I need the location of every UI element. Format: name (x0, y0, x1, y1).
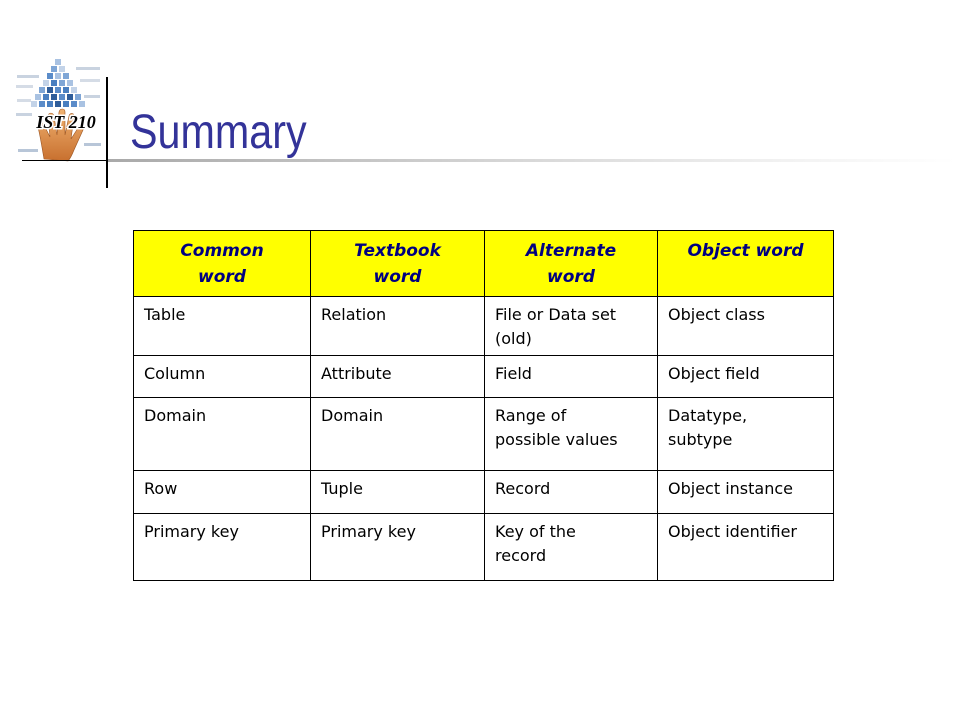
cube (63, 73, 69, 79)
column-header-object-word: Object word (658, 231, 834, 297)
table-cell: Row (134, 471, 311, 514)
cube (67, 94, 73, 100)
table-cell: Object instance (658, 471, 834, 514)
table-row (134, 297, 834, 356)
cube (63, 87, 69, 93)
header-vertical-rule (106, 77, 108, 188)
cube (43, 94, 49, 100)
cube (55, 59, 61, 65)
table-cell: Record (485, 471, 658, 514)
table-row (134, 471, 834, 514)
cube (59, 80, 65, 86)
ist-210-logo (14, 55, 104, 163)
cube (67, 80, 73, 86)
table-cell: Object identifier (658, 514, 834, 581)
table-cell: Domain (311, 398, 485, 471)
table-cell: Object class (658, 297, 834, 356)
table-cell: File or Data set (old) (485, 297, 658, 356)
terminology-table (133, 230, 834, 581)
table-cell: Primary key (134, 514, 311, 581)
table-cell: Object field (658, 356, 834, 398)
cube (39, 87, 45, 93)
word-fragment (17, 99, 31, 102)
cube (55, 87, 61, 93)
table-header-row (134, 231, 834, 297)
word-fragment (84, 143, 101, 146)
table-cell: Column (134, 356, 311, 398)
cube (39, 101, 45, 107)
table-cell: Table (134, 297, 311, 356)
slide-title: Summary (130, 106, 307, 159)
cube (59, 66, 65, 72)
column-header-alternate-word: Alternate word (485, 231, 658, 297)
table-row (134, 356, 834, 398)
cube (59, 94, 65, 100)
cube-stack (31, 59, 85, 107)
cube (51, 80, 57, 86)
table-cell: Key of the record (485, 514, 658, 581)
cube (43, 80, 49, 86)
cube (75, 94, 81, 100)
cube (47, 101, 53, 107)
cube (35, 94, 41, 100)
cube (63, 101, 69, 107)
cube (47, 73, 53, 79)
cube (51, 94, 57, 100)
column-header-textbook-word: Textbook word (311, 231, 485, 297)
table-cell: Field (485, 356, 658, 398)
cube (47, 87, 53, 93)
title-underline (108, 159, 956, 162)
word-fragment (17, 75, 39, 78)
word-fragment (16, 85, 33, 88)
word-fragment (76, 67, 100, 70)
table-cell: Primary key (311, 514, 485, 581)
cube (55, 101, 61, 107)
table-cell: Attribute (311, 356, 485, 398)
table-cell: Relation (311, 297, 485, 356)
word-fragment (80, 79, 100, 82)
cube (55, 73, 61, 79)
logo-text: IST 210 (36, 112, 96, 132)
cube (31, 101, 37, 107)
table-cell: Domain (134, 398, 311, 471)
cube (51, 66, 57, 72)
logo-underline (22, 160, 107, 161)
cube (71, 101, 77, 107)
word-fragment (16, 113, 32, 116)
table-row (134, 514, 834, 581)
table-cell: Datatype, subtype (658, 398, 834, 471)
word-fragment (84, 95, 100, 98)
table-cell: Tuple (311, 471, 485, 514)
cube (71, 87, 77, 93)
table-row (134, 398, 834, 471)
column-header-common-word: Common word (134, 231, 311, 297)
word-fragment (18, 149, 38, 152)
cube (79, 101, 85, 107)
table-cell: Range of possible values (485, 398, 658, 471)
